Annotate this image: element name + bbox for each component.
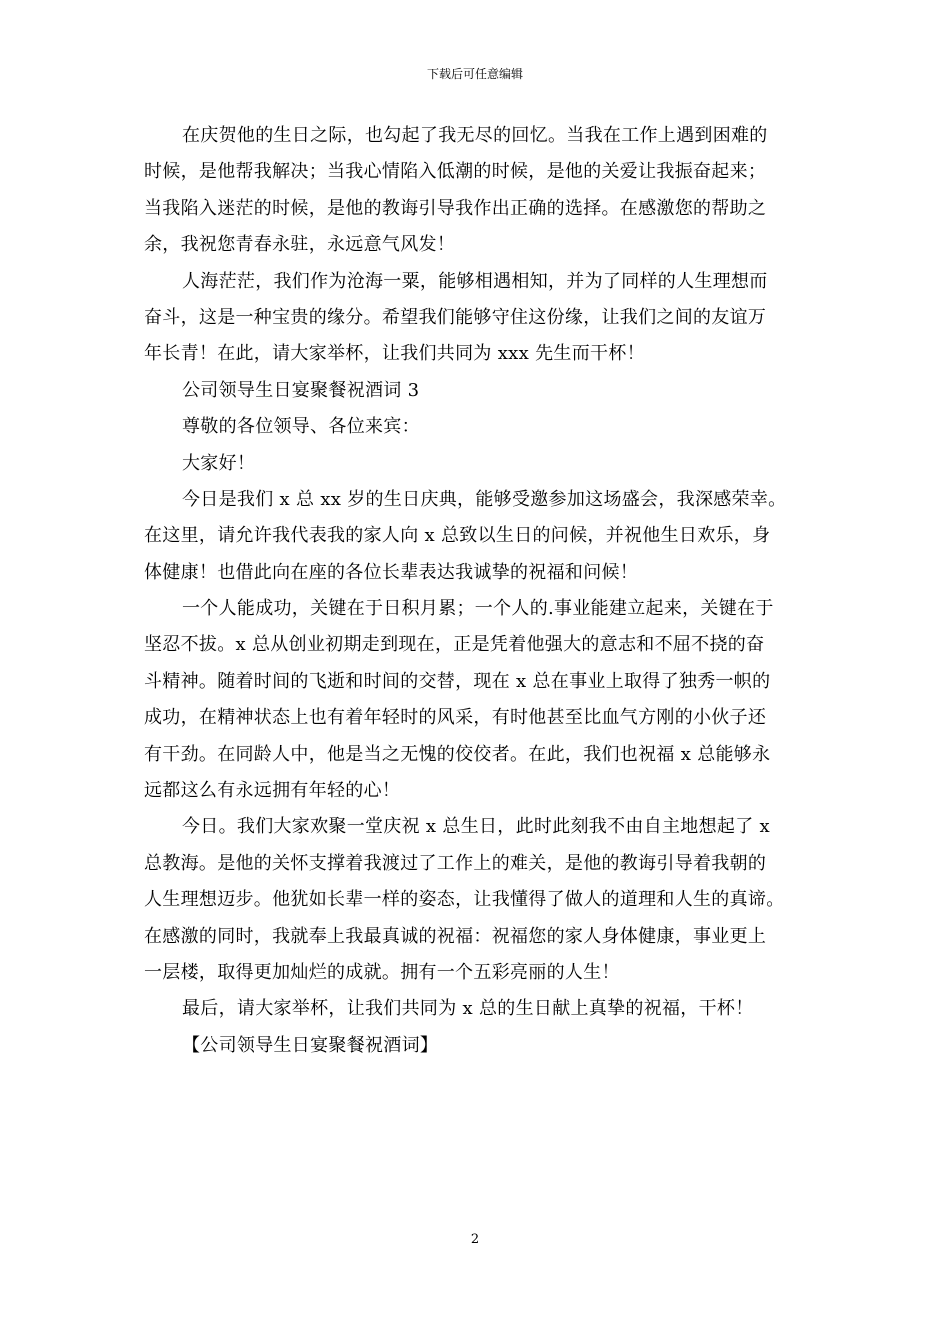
paragraph-line: 余，我祝您青春永驻，永远意气风发！ [144,234,456,256]
paragraph-line: 坚忍不拔。x 总从创业初期走到现在，正是凭着他强大的意志和不屈不挠的奋 [144,634,765,656]
paragraph-line: 当我陷入迷茫的时候，是他的教诲引导我作出正确的选择。在感激您的帮助之 [144,197,767,219]
page-number: 2 [470,1232,480,1247]
page-header: 下载后可任意编辑 [426,67,523,81]
document-body [144,118,824,1064]
paragraph-line: 斗精神。随着时间的飞逝和时间的交替，现在 x 总在事业上取得了独秀一帜的 [144,670,771,692]
paragraph-line: 时候，是他帮我解决；当我心情陷入低潮的时候，是他的关爱让我振奋起来； [144,161,767,183]
greeting: 大家好！ [182,452,256,474]
paragraph-line: 在感激的同时，我就奉上我最真诚的祝福：祝福您的家人身体健康，事业更上 [144,925,767,947]
paragraph-line: 在这里，请允许我代表我的家人向 x 总致以生日的问候，并祝他生日欢乐，身 [144,525,771,547]
paragraph-line: 远都这么有永远拥有年轻的心！ [144,780,401,802]
paragraph-line: 奋斗，这是一种宝贵的缘分。希望我们能够守住这份缘，让我们之间的友谊万 [144,306,767,328]
paragraph-line: 在庆贺他的生日之际，也勾起了我无尽的回忆。当我在工作上遇到困难的 [182,125,768,146]
paragraph-line: 人海茫茫，我们作为沧海一粟，能够相遇相知，并为了同样的人生理想而 [182,270,768,292]
paragraph-line: 一个人能成功，关键在于日积月累；一个人的.事业能建立起来，关键在于 [182,598,774,620]
paragraph-line: 最后，请大家举杯，让我们共同为 x 总的生日献上真挚的祝福，干杯！ [182,998,754,1020]
paragraph-line: 年长青！在此，请大家举杯，让我们共同为 xxx 先生而干杯！ [144,343,645,365]
salutation: 尊敬的各位领导、各位来宾： [182,416,420,438]
paragraph-line: 一层楼，取得更加灿烂的成就。拥有一个五彩亮丽的人生！ [144,961,620,983]
paragraph-line: 人生理想迈步。他犹如长辈一样的姿态，让我懂得了做人的道理和人生的真谛。 [144,889,785,911]
section-title: 公司领导生日宴聚餐祝酒词 3 [182,379,420,401]
paragraph-line: 有干劲。在同龄人中，他是当之无愧的佼佼者。在此，我们也祝福 x 总能够永 [144,743,771,765]
paragraph-line: 成功，在精神状态上也有着年轻时的风采，有时他甚至比血气方刚的小伙子还 [144,707,767,729]
paragraph-line: 体健康！也借此向在座的各位长辈表达我诚挚的祝福和问候！ [144,561,639,583]
closing-title: 【公司领导生日宴聚餐祝酒词】 [182,1034,439,1056]
paragraph-line: 总教海。是他的关怀支撑着我渡过了工作上的难关，是他的教诲引导着我朝的 [144,852,767,874]
paragraph-line: 今日。我们大家欢聚一堂庆祝 x 总生日，此时此刻我不由自主地想起了 x [182,816,770,838]
paragraph-line: 今日是我们 x 总 xx 岁的生日庆典，能够受邀参加这场盛会，我深感荣幸。 [182,488,787,510]
